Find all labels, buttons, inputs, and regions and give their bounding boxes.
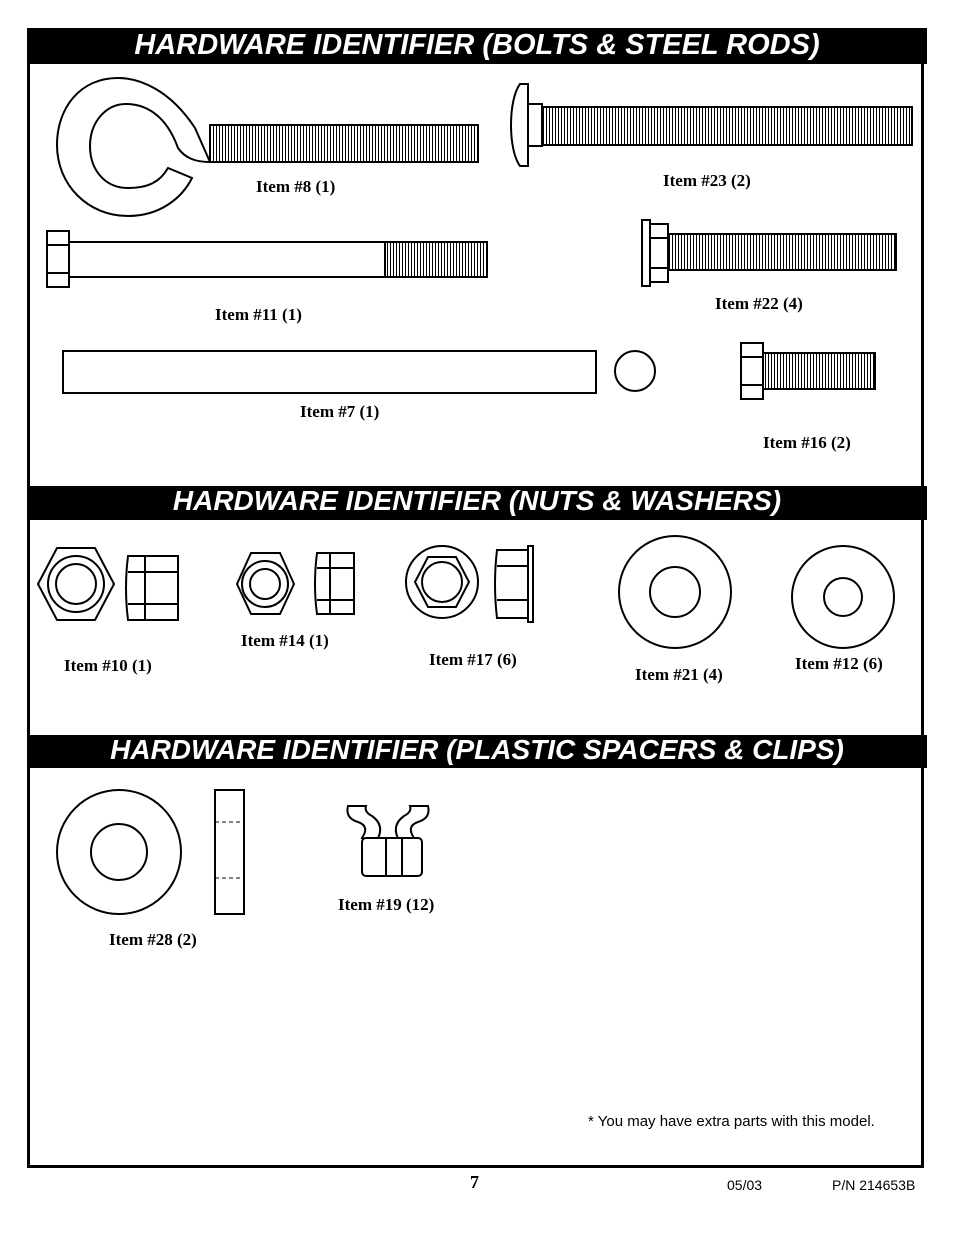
washer-icon: [792, 546, 894, 648]
hex-bolt-icon: [741, 343, 875, 399]
clip-icon: [347, 806, 428, 876]
label-item-19: Item #19 (12): [338, 895, 435, 914]
hex-nut-icon: [237, 553, 354, 614]
label-item-23: Item #23 (2): [663, 171, 751, 190]
section-title-nuts: HARDWARE IDENTIFIER (NUTS & WASHERS): [27, 486, 927, 520]
label-item-16: Item #16 (2): [763, 433, 851, 452]
flange-bolt-icon: [642, 220, 896, 286]
label-item-21: Item #21 (4): [635, 665, 723, 684]
document-date: 05/03: [727, 1177, 763, 1193]
label-item-22: Item #22 (4): [715, 294, 803, 313]
section-title-plastic: HARDWARE IDENTIFIER (PLASTIC SPACERS & CLIPS): [27, 735, 927, 768]
extra-parts-note: * You may have extra parts with this model.: [588, 1113, 875, 1130]
label-item-12: Item #12 (6): [795, 654, 883, 673]
label-item-8: Item #8 (1): [256, 177, 336, 196]
part-number: P/N 214653B: [832, 1177, 916, 1193]
hex-nut-icon: [38, 548, 178, 620]
steel-rod-icon: [63, 351, 655, 393]
label-item-11: Item #11 (1): [215, 305, 302, 324]
flange-nut-icon: [406, 546, 533, 622]
carriage-bolt-icon: [511, 84, 912, 166]
page-number: 7: [470, 1172, 479, 1192]
washer-icon: [619, 536, 731, 648]
label-item-10: Item #10 (1): [64, 656, 152, 675]
label-item-14: Item #14 (1): [241, 631, 329, 650]
label-item-28: Item #28 (2): [109, 930, 197, 949]
label-item-7: Item #7 (1): [300, 402, 380, 421]
hex-bolt-icon: [47, 231, 487, 287]
plastic-spacer-icon: [57, 790, 244, 914]
label-item-17: Item #17 (6): [429, 650, 517, 669]
section-title-bolts: HARDWARE IDENTIFIER (BOLTS & STEEL RODS): [27, 28, 927, 64]
